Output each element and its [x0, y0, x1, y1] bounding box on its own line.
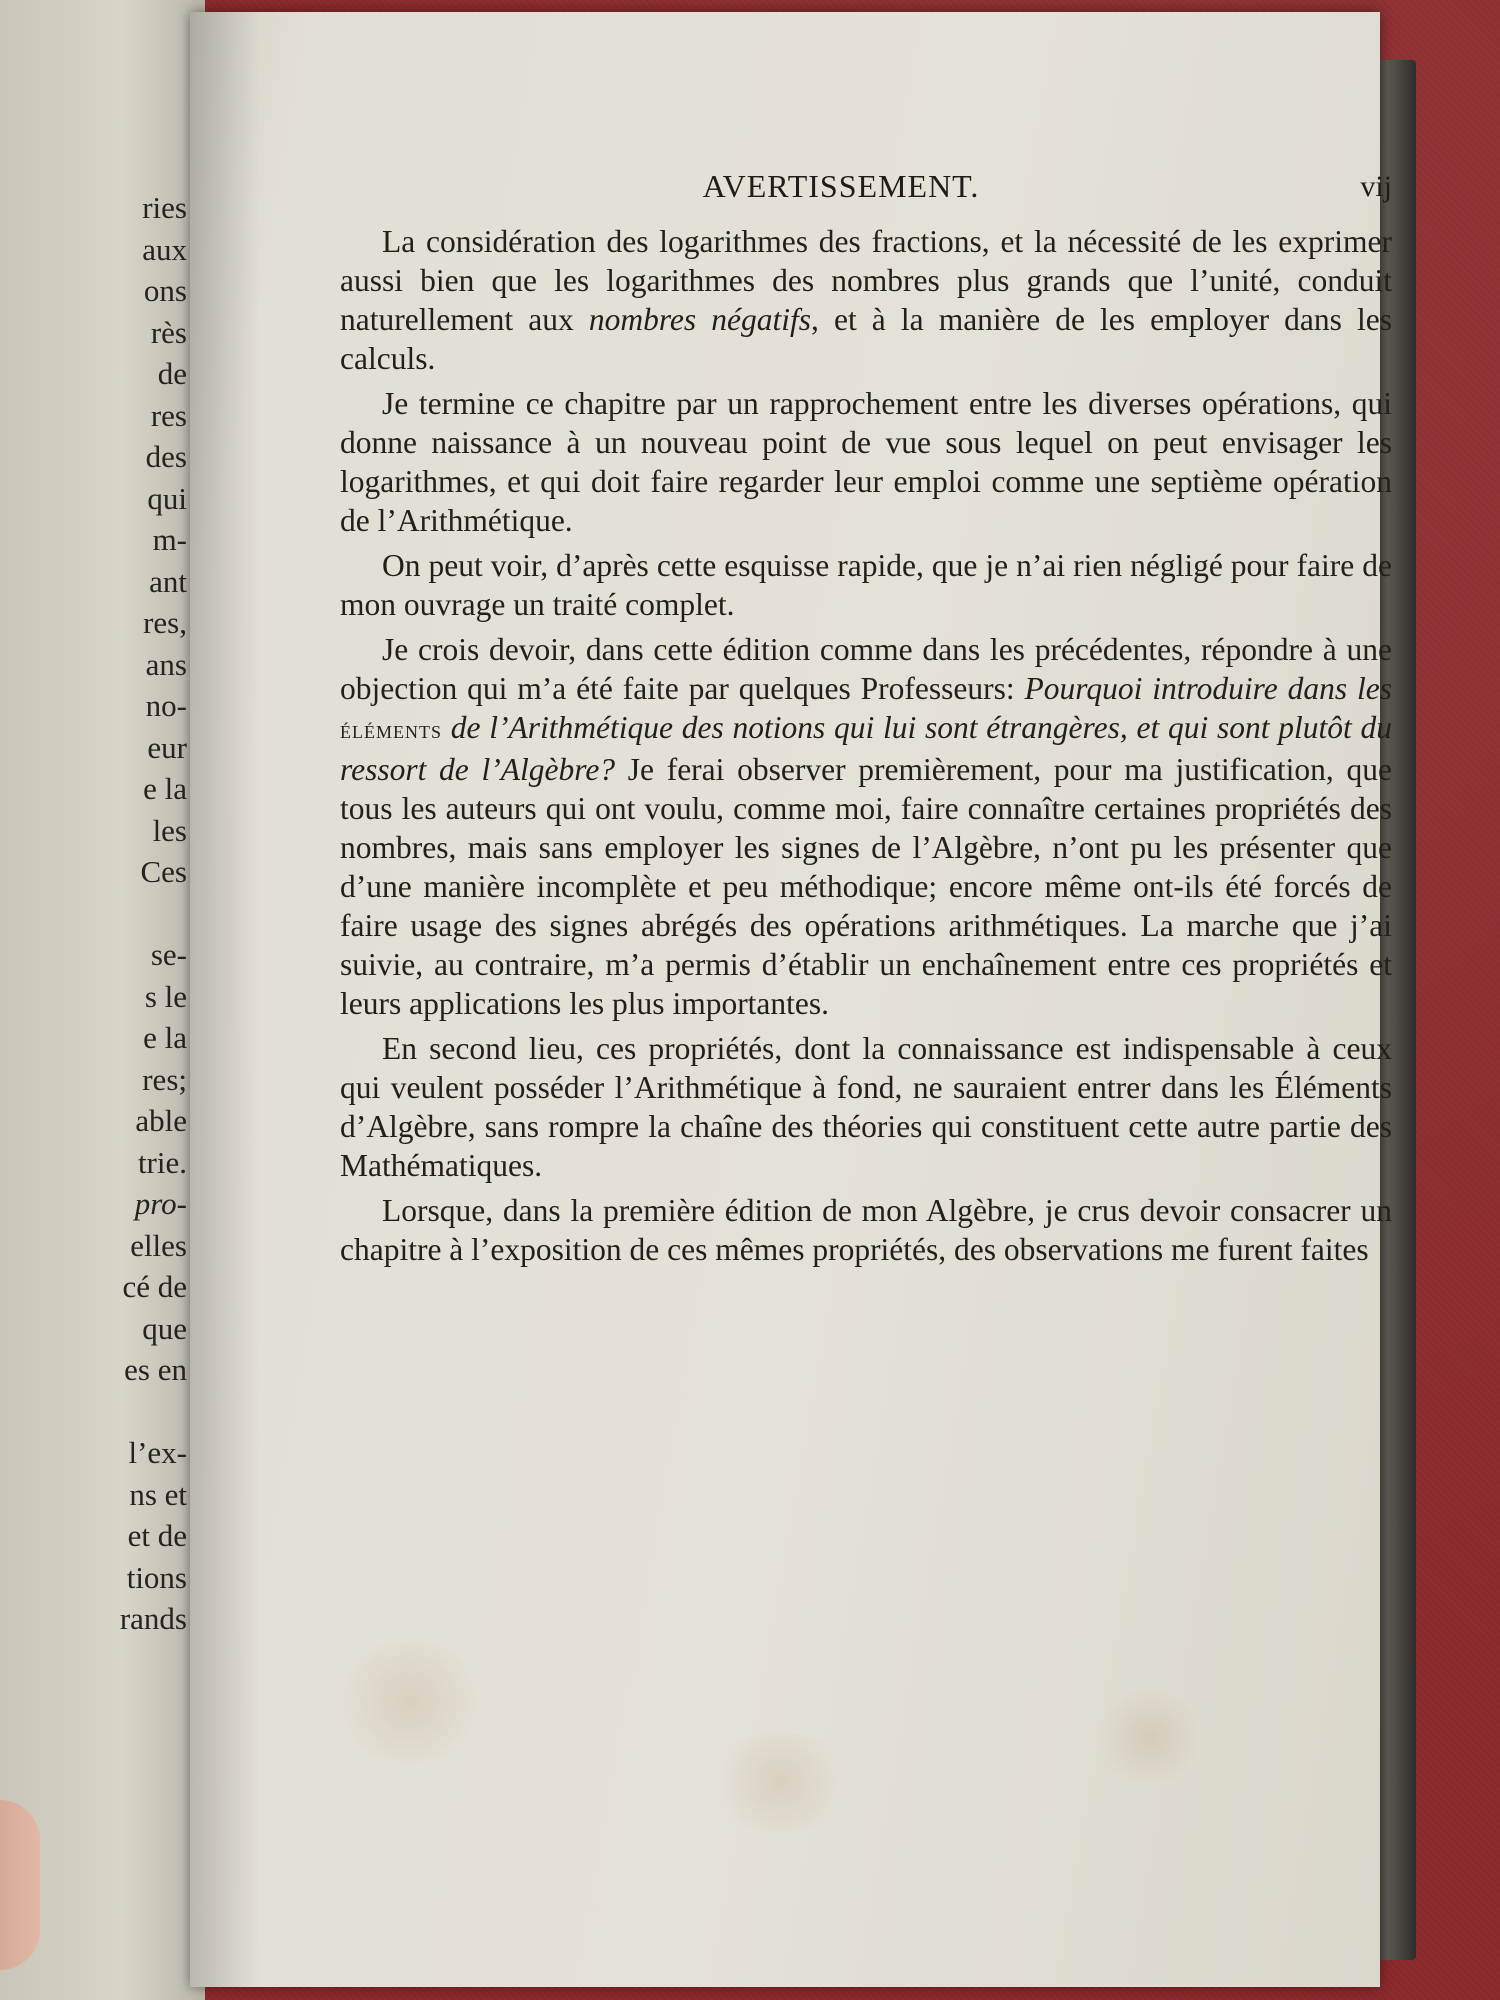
- text-run: Je crois devoir, dans cette édition comme dans les précédentes, répondre à une objection qui m’a été faite par quelques Professeurs:: [340, 632, 1392, 706]
- paragraph: [340, 630, 1392, 1023]
- left-page-line: ns et: [129, 1476, 187, 1512]
- text-run: , et à la manière de les employer dans les calculs.: [340, 302, 1393, 376]
- page-gutter-shadow: [190, 12, 260, 1987]
- paragraph: [340, 1029, 1392, 1185]
- left-page-line: res;: [142, 1061, 187, 1097]
- left-page-line: tions: [126, 1559, 187, 1595]
- italic-text: de l’Arithmétique des notions qui lui sont étrangères, et qui sont plutôt du ressort de l’Algèbre?: [340, 710, 1392, 787]
- left-page-line: able: [135, 1103, 187, 1138]
- left-page-line: ans: [145, 646, 187, 682]
- left-page-line: rès: [150, 314, 187, 350]
- page-number: vij: [1360, 170, 1392, 203]
- text-run: On peut voir, d’après cette esquisse rapide, que je n’ai rien négligé pour faire de mon ouvrage un traité complet.: [340, 548, 1392, 622]
- left-page-line: m-: [152, 522, 187, 557]
- left-page-line: e la: [143, 771, 187, 806]
- left-page-line: de: [157, 356, 187, 391]
- left-page-line: e la: [143, 1020, 187, 1055]
- left-page-line: les: [152, 812, 187, 848]
- left-page-line: trie.: [137, 1144, 187, 1180]
- body-text: [340, 222, 1392, 1275]
- text-run: La considération des logarithmes des fractions, et la nécessité de les exprimer aussi bien que les logarithmes des nombres plus grands que l’unité, conduit naturellement aux: [340, 224, 1392, 337]
- paragraph: [340, 222, 1392, 378]
- page-header: [290, 168, 1392, 218]
- left-page-line: pro-: [134, 1186, 187, 1221]
- left-page-line: eur: [147, 729, 187, 765]
- text-run: En second lieu, ces propriétés, dont la connaissance est indispensable à ceux qui veulent posséder l’Arithmétique à fond, ne sauraient entrer dans les Éléments d’Algèbre, sans rompre la chaîne des théories qui constituent cette autre partie des Mathématiques.: [340, 1031, 1392, 1183]
- left-page-line: et de: [127, 1518, 187, 1553]
- left-page-text: [0, 187, 187, 1640]
- left-page-line: que: [142, 1310, 187, 1346]
- left-page-line: Ces: [140, 854, 187, 889]
- text-run: Lorsque, dans la première édition de mon Algèbre, je crus devoir consacrer un chapitre à l’exposition de ces mêmes propriétés, des observations me furent faites: [340, 1193, 1392, 1267]
- left-page-line: aux: [142, 231, 187, 267]
- left-page-line: res,: [143, 605, 187, 640]
- left-page-line: ries: [142, 190, 187, 225]
- text-run: Je termine ce chapitre par un rapprochement entre les diverses opérations, qui donne naissance à un nouveau point de vue sous lequel on peut envisager les logarithmes, et qui doit faire regarder leur emploi comme une septième opération de l’Arithmétique.: [340, 386, 1392, 538]
- italic-text: Pourquoi introduire dans les: [1024, 671, 1392, 706]
- left-page-line: elles: [130, 1227, 187, 1263]
- left-page: [0, 0, 205, 2000]
- paragraph: [340, 546, 1392, 624]
- left-page-line: des: [145, 439, 187, 474]
- left-page-line: se-: [150, 937, 187, 972]
- left-page-line: cé de: [122, 1269, 187, 1304]
- right-page: [190, 12, 1393, 1987]
- left-page-line: s le: [144, 978, 187, 1014]
- page-stain: [710, 1732, 850, 1832]
- left-page-line: no-: [145, 688, 187, 723]
- line-gap: [0, 893, 187, 935]
- italic-text: nombres négatifs: [588, 302, 812, 337]
- left-page-line: res: [150, 397, 187, 433]
- paragraph: [340, 384, 1392, 540]
- page-stain: [1090, 1692, 1210, 1782]
- left-page-line: l’ex-: [128, 1435, 187, 1470]
- line-gap: [0, 1391, 187, 1433]
- page-stain: [330, 1642, 490, 1762]
- small-caps-text: éléments: [340, 717, 442, 744]
- left-page-line: ons: [143, 273, 187, 308]
- thumb: [0, 1800, 40, 1970]
- running-head: AVERTISSEMENT.: [702, 168, 980, 204]
- left-page-line: qui: [147, 480, 187, 516]
- paragraph: [340, 1191, 1392, 1269]
- left-page-line: rands: [119, 1601, 187, 1636]
- text-run: Je ferai observer premièrement, pour ma justification, que tous les auteurs qui ont voulu, comme moi, faire connaître certaines propriétés des nombres, mais sans employer les signes de l’Algèbre, n’ont pu les présenter que d’une manière incomplète et peu méthodique; encore même ont-ils été forcés de faire usage des signes abrégés des opérations arithmétiques. La marche que j’ai suivie, au contraire, m’a permis d’établir un enchaînement entre ces propriétés et leurs applications les plus importantes.: [340, 752, 1392, 1021]
- left-page-line: es en: [124, 1352, 187, 1387]
- left-page-line: ant: [149, 563, 187, 599]
